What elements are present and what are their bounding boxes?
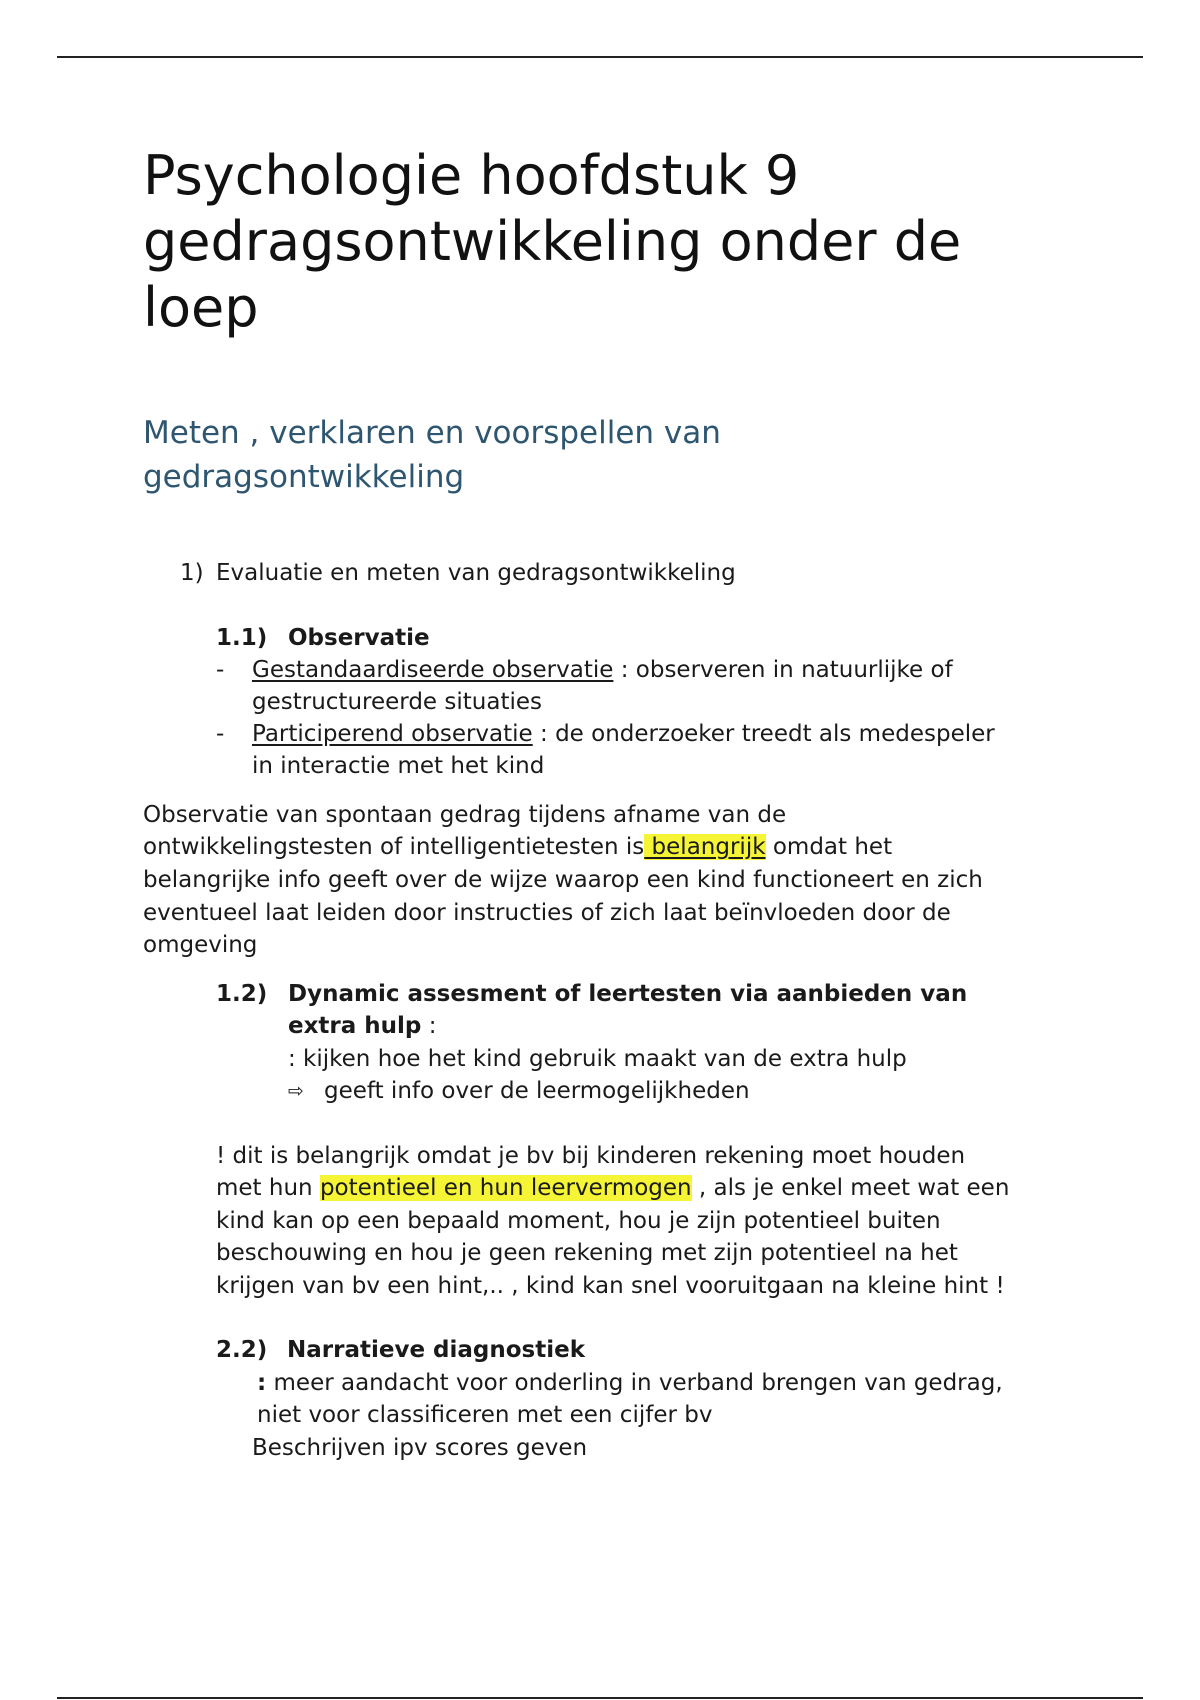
bullet-text: : de onderzoeker treedt als medespeler bbox=[532, 721, 995, 747]
paragraph-1-line: omgeving bbox=[143, 932, 258, 958]
subsection-1-2-heading: Dynamic assesment of leertesten via aanbieden van bbox=[288, 981, 968, 1007]
title-line: loep bbox=[143, 276, 259, 339]
bullet-continuation: in interactie met het kind bbox=[252, 753, 545, 779]
arrow-icon: ⇨ bbox=[288, 1080, 304, 1102]
document-title bbox=[143, 143, 1103, 341]
paragraph-1-line: eventueel laat leiden door instructies of zich laat beïnvloeden door de bbox=[143, 900, 951, 926]
subsection-1-2-number: 1.2) bbox=[216, 981, 268, 1007]
subsection-2-2-text: Beschrijven ipv scores geven bbox=[252, 1435, 588, 1461]
highlighted-text: potentieel en hun leervermogen bbox=[319, 1175, 692, 1201]
bottom-rule bbox=[57, 1697, 1143, 1699]
subsection-2-2-number: 2.2) bbox=[216, 1337, 268, 1363]
section-1-number: 1) bbox=[180, 560, 204, 586]
subsection-1-2-text: : kijken hoe het kind gebruik maakt van de extra hulp bbox=[288, 1046, 907, 1072]
bullet-term: Gestandaardiseerde observatie bbox=[252, 657, 614, 683]
bullet-term: Participerend observatie bbox=[252, 721, 533, 747]
paragraph-2-line: beschouwing en hou je geen rekening met zijn potentieel na het bbox=[216, 1240, 958, 1266]
paragraph-2-line: kind kan op een bepaald moment, hou je zijn potentieel buiten bbox=[216, 1208, 941, 1234]
top-rule bbox=[57, 56, 1143, 58]
paragraph-2-line: krijgen van bv een hint,.. , kind kan snel vooruitgaan na kleine hint ! bbox=[216, 1273, 1005, 1299]
subsection-2-2-text: niet voor classificeren met een cijfer bv bbox=[257, 1402, 713, 1428]
subsection-2-2-heading: Narratieve diagnostiek bbox=[287, 1337, 586, 1363]
highlighted-text: belangrijk bbox=[644, 834, 766, 860]
paragraph-1-line: Observatie van spontaan gedrag tijdens afname van de bbox=[143, 802, 787, 828]
subsection-1-1-number: 1.1) bbox=[216, 625, 268, 651]
bullet-text: : observeren in natuurlijke of bbox=[613, 657, 953, 683]
arrow-text: geeft info over de leermogelijkheden bbox=[324, 1078, 750, 1104]
bullet-dash: - bbox=[216, 721, 225, 747]
section-subtitle bbox=[143, 411, 843, 499]
paragraph-text: omdat het bbox=[765, 834, 893, 860]
paragraph-text: , als je enkel meet wat een bbox=[691, 1175, 1010, 1201]
title-line: Psychologie hoofdstuk 9 bbox=[143, 144, 800, 207]
paragraph-1-line: belangrijke info geeft over de wijze waarop een kind functioneert en zich bbox=[143, 867, 983, 893]
title-line: gedragsontwikkeling onder de bbox=[143, 210, 962, 273]
text: meer aandacht voor onderling in verband brengen van gedrag, bbox=[266, 1370, 1003, 1396]
paragraph-text: met hun bbox=[216, 1175, 320, 1201]
subsection-1-1-heading: Observatie bbox=[288, 625, 430, 651]
paragraph-2-line: ! dit is belangrijk omdat je bv bij kinderen rekening moet houden bbox=[216, 1143, 966, 1169]
heading-suffix: : bbox=[421, 1013, 437, 1039]
bullet-continuation: gestructureerde situaties bbox=[252, 689, 542, 715]
bullet-participerend bbox=[252, 718, 995, 751]
subsection-2-2-text bbox=[257, 1367, 1003, 1400]
bullet-gestandaardiseerde bbox=[252, 654, 953, 687]
bullet-dash: - bbox=[216, 657, 225, 683]
paragraph-1-line bbox=[143, 831, 892, 864]
subtitle-line: Meten , verklaren en voorspellen van bbox=[143, 415, 721, 451]
paragraph-text: ontwikkelingstesten of intelligentietesten is bbox=[143, 834, 645, 860]
subsection-1-2-heading-cont bbox=[288, 1010, 436, 1043]
section-1-label: Evaluatie en meten van gedragsontwikkeling bbox=[216, 560, 736, 586]
colon: : bbox=[257, 1370, 267, 1396]
paragraph-2-line bbox=[216, 1172, 1009, 1205]
subtitle-line: gedragsontwikkeling bbox=[143, 459, 465, 495]
heading-text: extra hulp bbox=[288, 1013, 422, 1039]
